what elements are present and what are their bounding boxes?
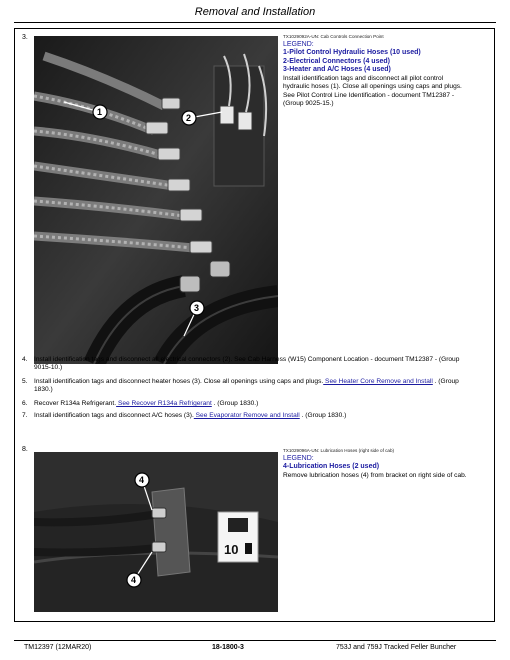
- cab-controls-photo: [34, 36, 278, 364]
- link-heater-core-remove-install[interactable]: See Heater Core Remove and Install: [323, 378, 433, 385]
- step-5-body: [34, 378, 468, 395]
- footer-page-number: 18-1800-3: [212, 644, 244, 651]
- step-7-number: 7.: [22, 412, 28, 419]
- step-6-suffix: . (Group 1830.): [211, 400, 259, 407]
- callout-1-label: 1: [97, 107, 103, 117]
- step-5-number: 5.: [22, 378, 28, 385]
- legend-item-3: 3-Heater and A/C Hoses (4 used): [283, 66, 391, 74]
- legend-item-4: 4-Lubrication Hoses (2 used): [283, 463, 380, 471]
- step-6-text: Recover R134a Refrigerant.: [34, 400, 117, 407]
- link-evaporator-remove-install[interactable]: See Evaporator Remove and Install: [193, 412, 300, 419]
- callout-3-label: 3: [194, 303, 200, 313]
- step-7-text: Install identification tags and disconnect A/C hoses (3).: [34, 412, 194, 419]
- legend-title-8: LEGEND:: [283, 455, 314, 462]
- legend-title: LEGEND:: [283, 41, 314, 48]
- legend-item-1: 1-Pilot Control Hydraulic Hoses (10 used): [283, 49, 421, 57]
- footer-model: 753J and 759J Tracked Feller Buncher: [336, 644, 457, 651]
- figure-lubrication-hoses: [34, 452, 278, 612]
- step-5-text: Install identification tags and disconnect heater hoses (3). Close all openings using caps and plugs.: [34, 378, 324, 385]
- step-3-legend: [283, 41, 483, 75]
- callout-4-lower-label: 4: [131, 575, 137, 585]
- step-3-number: 3.: [22, 34, 28, 41]
- step-5-suffix: . (Group 1830.): [34, 378, 459, 394]
- figure-cab-controls: [34, 36, 278, 364]
- page-header-title: Removal and Installation: [194, 6, 316, 18]
- step-4-number: 4.: [22, 356, 28, 363]
- lubrication-hoses-photo: [34, 452, 278, 612]
- figure-3-id: TX1029092A-UN: Cab Controls Connection Point: [283, 34, 384, 39]
- step-8-legend: [283, 455, 483, 472]
- footer-document-id: TM12397 (12MAR20): [24, 644, 92, 651]
- header-rule: [14, 22, 496, 23]
- step-7-body: [34, 412, 468, 420]
- step-7-suffix: . (Group 1830.): [299, 412, 347, 419]
- step-4-text: Install identification tags and disconnect all electrical connectors (2). See Cab Harness (W15) Component Location - document TM12387 - (Group 9015-10.): [34, 356, 460, 372]
- step-3-text: Install identification tags and disconnect all pilot control hydraulic hoses (1). Close all openings using caps and plugs. See Pilot Control Line Identification - document TM12387 - (Group 9025-15.): [283, 75, 462, 108]
- link-recover-r134a[interactable]: See Recover R134a Refrigerant: [116, 400, 212, 407]
- callout-4-upper-label: 4: [139, 475, 145, 485]
- callout-2-label: 2: [186, 113, 192, 123]
- oil-can-icon: [228, 518, 248, 532]
- decal-interval-label: 10: [224, 542, 239, 557]
- footer-rule: [14, 640, 496, 641]
- grease-point-icon: [245, 543, 252, 554]
- figure-8-id: TX1029096A-UN: Lubrication Hoses (right side of cab): [283, 448, 395, 453]
- legend-item-2: 2-Electrical Connectors (4 used): [283, 57, 390, 65]
- step-8-text: Remove lubrication hoses (4) from bracket on right side of cab.: [283, 472, 467, 479]
- step-8-number: 8.: [22, 446, 28, 453]
- step-6-number: 6.: [22, 400, 28, 407]
- step-6-body: [34, 400, 468, 408]
